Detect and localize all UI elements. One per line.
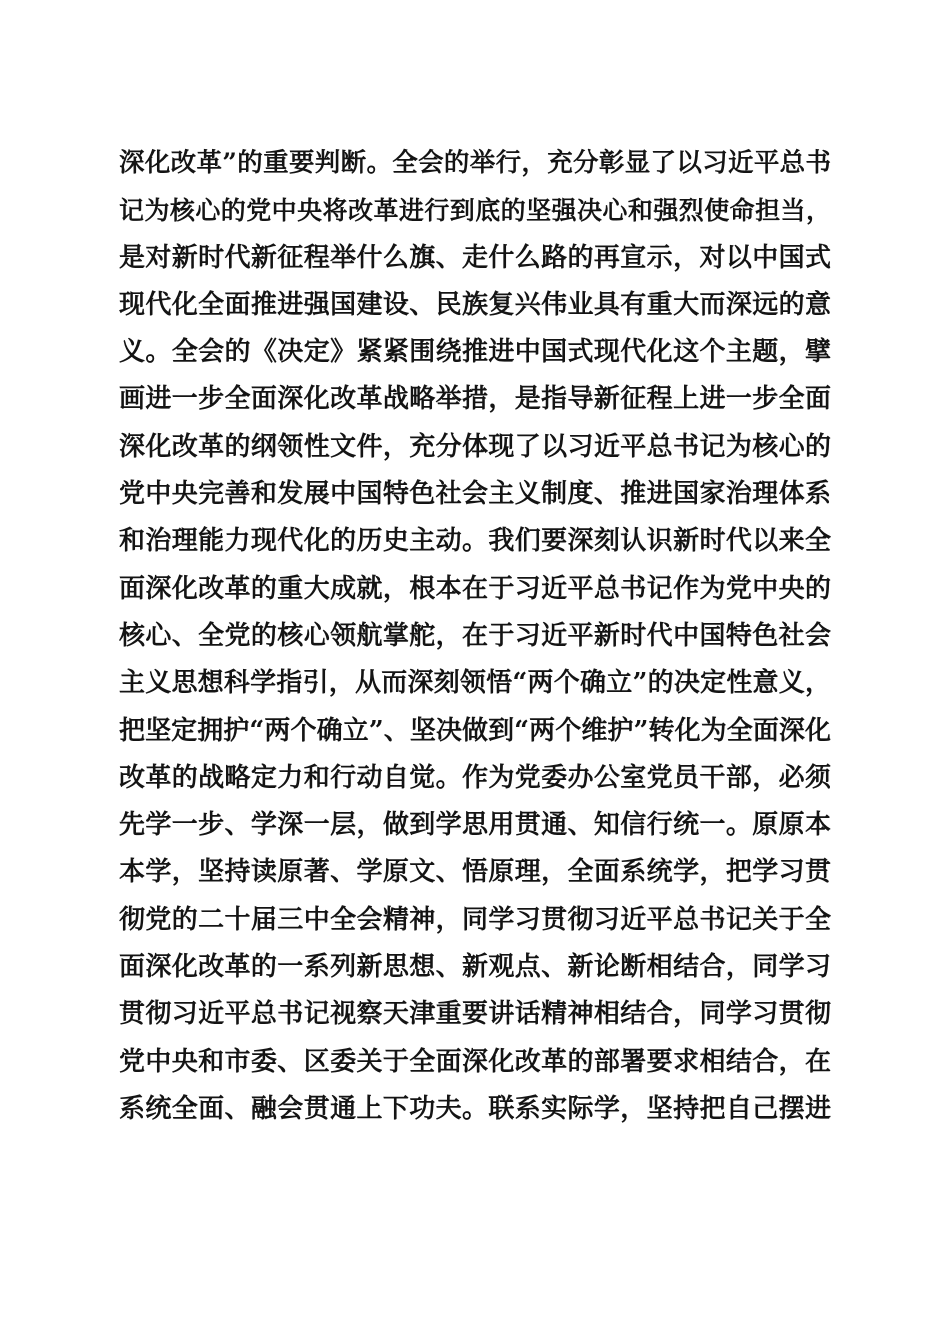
text-line: 改革的战略定力和行动自觉。作为党委办公室党员干部，必须 [119,762,831,793]
text-line: 先学一步、学深一层，做到学思用贯通、知信行统一。原原本 [119,810,831,841]
text-line: 主义思想科学指引，从而深刻领悟“两个确立”的决定性意义， [119,668,831,699]
text-line: 和治理能力现代化的历史主动。我们要深刻认识新时代以来全 [119,526,831,557]
body-text [119,140,831,1133]
text-line: 画进一步全面深化改革战略举措，是指导新征程上进一步全面 [119,384,831,415]
text-line: 系统全面、融会贯通上下功夫。联系实际学，坚持把自己摆进 [119,1093,831,1124]
text-line: 核心、全党的核心领航掌舵，在于习近平新时代中国特色社会 [119,620,831,651]
text-line: 本学，坚持读原著、学原文、悟原理，全面系统学，把学习贯 [119,857,831,888]
text-line: 现代化全面推进强国建设、民族复兴伟业具有重大而深远的意 [119,289,831,320]
text-line: 面深化改革的一系列新思想、新观点、新论断相结合，同学习 [119,952,831,983]
text-line: 党中央完善和发展中国特色社会主义制度、推进国家治理体系 [119,479,831,510]
text-line: 记为核心的党中央将改革进行到底的坚强决心和强烈使命担当， [119,196,831,226]
text-line: 深化改革的纲领性文件，充分体现了以习近平总书记为核心的 [119,431,831,462]
text-line: 面深化改革的重大成就，根本在于习近平总书记作为党中央的 [119,573,831,604]
text-line: 深化改革”的重要判断。全会的举行，充分彰显了以习近平总书 [119,148,831,178]
text-line: 把坚定拥护“两个确立”、坚决做到“两个维护”转化为全面深化 [119,715,831,746]
text-line: 彻党的二十届三中全会精神，同学习贯彻习近平总书记关于全 [119,904,831,935]
text-line: 是对新时代新征程举什么旗、走什么路的再宣示，对以中国式 [119,242,831,273]
text-line: 贯彻习近平总书记视察天津重要讲话精神相结合，同学习贯彻 [119,999,831,1030]
text-line: 党中央和市委、区委关于全面深化改革的部署要求相结合，在 [119,1046,831,1077]
text-line: 义。全会的《决定》紧紧围绕推进中国式现代化这个主题，擘 [119,337,831,368]
